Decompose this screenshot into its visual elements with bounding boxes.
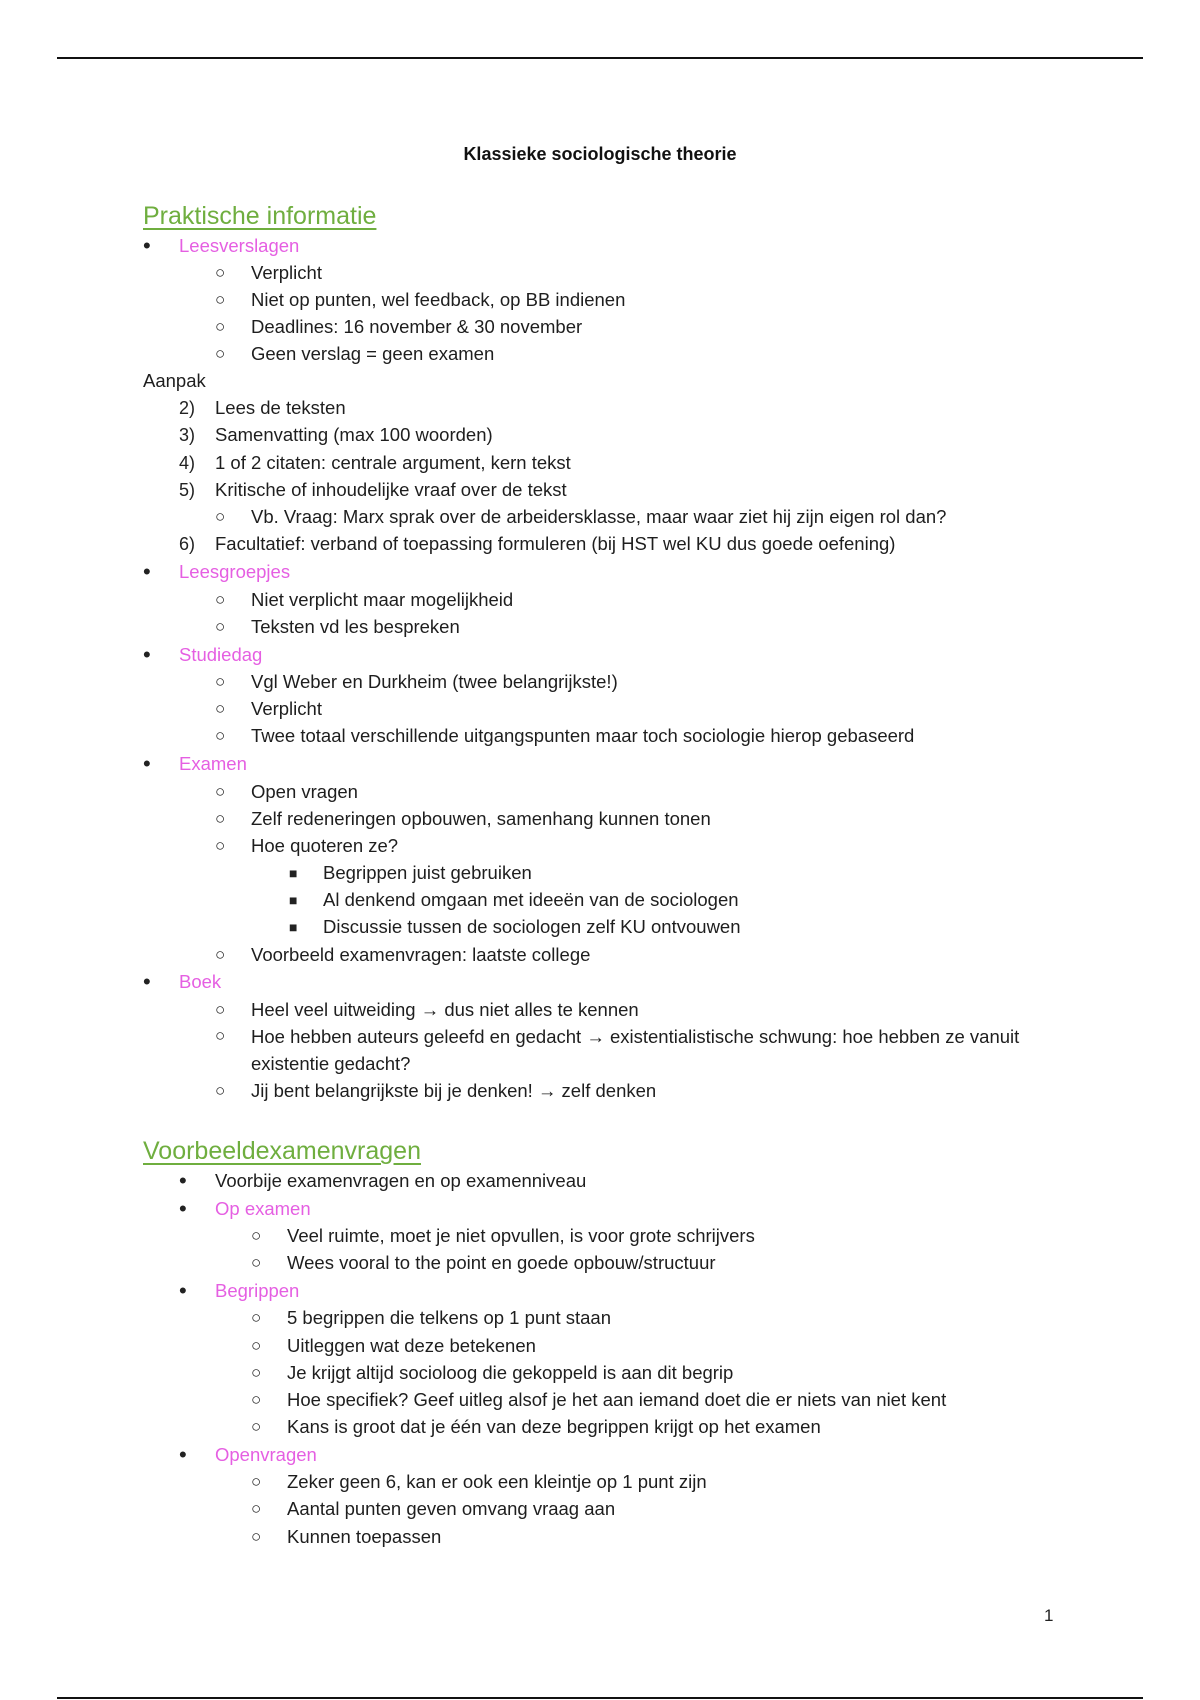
bullet-icon: •: [143, 233, 151, 258]
circle-bullet-icon: ○: [215, 1000, 226, 1019]
page-number: 1: [1044, 1606, 1054, 1625]
circle-bullet-icon: ○: [251, 1417, 262, 1436]
circle-bullet-icon: ○: [251, 1253, 262, 1272]
circle-bullet-icon: ○: [251, 1527, 262, 1546]
circle-bullet-icon: ○: [215, 507, 226, 526]
circle-bullet-icon: ○: [251, 1472, 262, 1491]
circle-bullet-icon: ○: [251, 1499, 262, 1518]
square-bullet-icon: ■: [289, 865, 298, 881]
bullet-icon: •: [179, 1278, 187, 1303]
circle-bullet-icon: ○: [215, 317, 226, 336]
circle-bullet-icon: ○: [215, 617, 226, 636]
bullet-icon: •: [143, 969, 151, 994]
circle-bullet-icon: ○: [251, 1226, 262, 1245]
bullet-icon: •: [179, 1442, 187, 1467]
section-heading-praktische-informatie: Praktische informatie: [143, 202, 377, 230]
circle-bullet-icon: ○: [251, 1336, 262, 1355]
circle-bullet-icon: ○: [251, 1363, 262, 1382]
square-bullet-icon: ■: [289, 919, 298, 935]
circle-bullet-icon: ○: [215, 809, 226, 828]
circle-bullet-icon: ○: [215, 590, 226, 609]
circle-bullet-icon: ○: [215, 782, 226, 801]
bullet-icon: •: [143, 559, 151, 584]
topic-label: Boek: [179, 971, 222, 992]
circle-bullet-icon: ○: [251, 1390, 262, 1409]
circle-bullet-icon: ○: [215, 726, 226, 745]
topic-label: Leesverslagen: [179, 235, 300, 256]
circle-bullet-icon: ○: [215, 836, 226, 855]
topic-label: Studiedag: [179, 644, 263, 665]
bullet-icon: •: [179, 1168, 187, 1193]
circle-bullet-icon: ○: [215, 344, 226, 363]
circle-bullet-icon: ○: [215, 1026, 226, 1045]
document-title: Klassieke sociologische theorie: [463, 144, 737, 164]
section-heading-voorbeeldexamenvragen: Voorbeeldexamenvragen: [143, 1137, 421, 1165]
circle-bullet-icon: ○: [215, 263, 226, 282]
bullet-icon: •: [143, 751, 151, 776]
topic-label: Examen: [179, 753, 247, 774]
circle-bullet-icon: ○: [215, 945, 226, 964]
bullet-icon: •: [179, 1196, 187, 1221]
circle-bullet-icon: ○: [215, 1081, 226, 1100]
topic-label: Op examen: [215, 1198, 311, 1219]
circle-bullet-icon: ○: [251, 1308, 262, 1327]
top-rule: [57, 57, 1143, 59]
topic-label: Leesgroepjes: [179, 561, 291, 582]
circle-bullet-icon: ○: [215, 672, 226, 691]
topic-label: Openvragen: [215, 1444, 317, 1465]
bullet-icon: •: [143, 642, 151, 667]
circle-bullet-icon: ○: [215, 290, 226, 309]
circle-bullet-icon: ○: [215, 699, 226, 718]
bottom-rule: [57, 1697, 1143, 1699]
aanpak-label: Aanpak: [143, 370, 206, 391]
square-bullet-icon: ■: [289, 892, 298, 908]
topic-label: Begrippen: [215, 1280, 300, 1301]
